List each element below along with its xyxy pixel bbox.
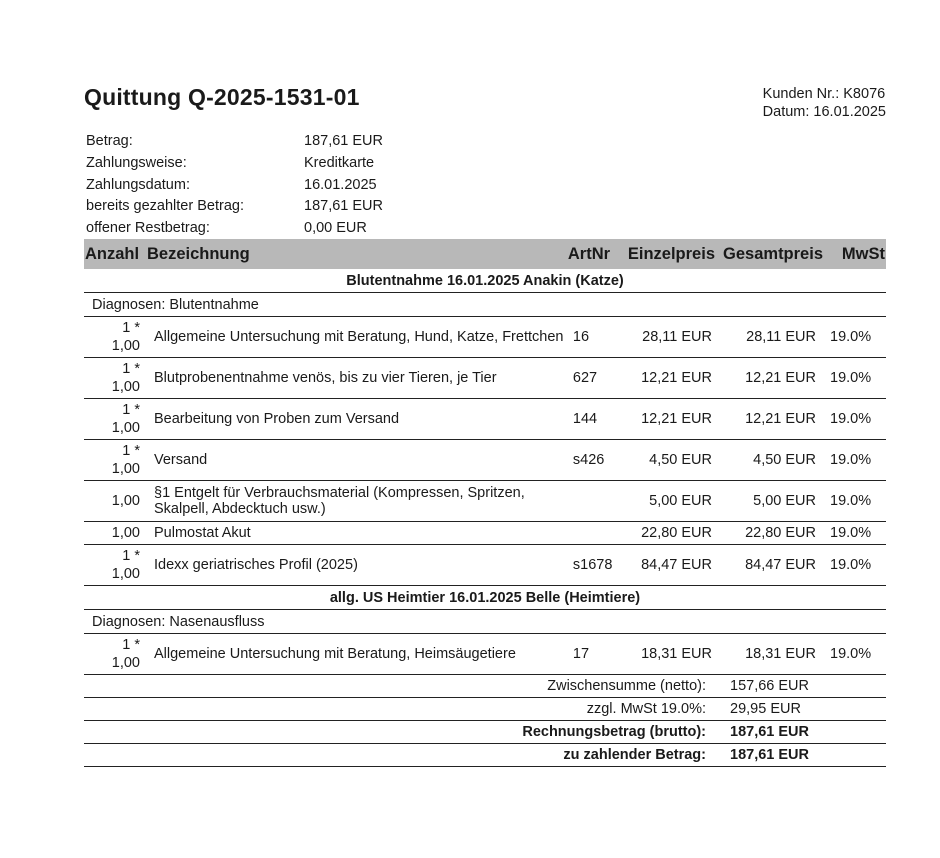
- totals-row: [84, 698, 886, 721]
- qty-cell: [84, 522, 146, 545]
- item-total-price: 4,50 EUR: [716, 440, 824, 481]
- totals-label: Rechnungsbetrag (brutto):: [84, 721, 716, 744]
- summary-value: 187,61 EUR: [304, 198, 383, 215]
- summary-value: 0,00 EUR: [304, 220, 367, 237]
- diagnosis-text: Diagnosen: Nasenausfluss: [84, 610, 886, 634]
- col-header-bezeichnung: Bezeichnung: [146, 239, 567, 269]
- qty-value: 1,00: [111, 493, 140, 509]
- section-header-row: [84, 586, 886, 610]
- item-artnr: 144: [567, 399, 627, 440]
- table-row: [84, 399, 886, 440]
- qty-cell: [84, 358, 146, 399]
- item-artnr: 17: [567, 634, 627, 675]
- summary-value: 187,61 EUR: [304, 133, 383, 149]
- item-vat: 19.0%: [824, 317, 886, 358]
- item-description: Bearbeitung von Proben zum Versand: [146, 399, 567, 440]
- section-header-row: [84, 269, 886, 293]
- item-unit-price: 4,50 EUR: [627, 440, 716, 481]
- receipt-title: Quittung Q-2025-1531-01: [84, 84, 360, 110]
- item-vat: 19.0%: [824, 522, 886, 545]
- line-items-table: [84, 239, 886, 767]
- totals-label: zzgl. MwSt 19.0%:: [84, 698, 716, 721]
- qty-multiplier: 1 *: [122, 548, 140, 564]
- qty-value: 1,00: [111, 655, 140, 671]
- col-header-anzahl: Anzahl: [84, 239, 146, 269]
- totals-label: zu zahlender Betrag:: [84, 744, 716, 767]
- item-vat: 19.0%: [824, 358, 886, 399]
- table-row: [84, 634, 886, 675]
- qty-value: 1,00: [111, 461, 140, 477]
- item-unit-price: 12,21 EUR: [627, 399, 716, 440]
- table-row: [84, 440, 886, 481]
- qty-multiplier: 1 *: [122, 402, 140, 418]
- table-row: [84, 317, 886, 358]
- col-header-mwst: MwSt: [824, 239, 886, 269]
- item-description: §1 Entgelt für Verbrauchsmaterial (Kompressen, Spritzen, Skalpell, Abdecktuch usw.): [146, 481, 567, 522]
- item-total-price: 22,80 EUR: [716, 522, 824, 545]
- totals-row: [84, 675, 886, 698]
- qty-value: 1,00: [111, 525, 140, 541]
- qty-multiplier: 1 *: [122, 320, 140, 336]
- col-header-einzelpreis: Einzelpreis: [627, 239, 716, 269]
- qty-multiplier: 1 *: [122, 637, 140, 653]
- totals-value: 187,61 EUR: [716, 721, 886, 744]
- totals-row: [84, 721, 886, 744]
- item-artnr: s1678: [567, 545, 627, 586]
- item-total-price: 12,21 EUR: [716, 358, 824, 399]
- summary-label: bereits gezahlter Betrag:: [86, 198, 244, 215]
- totals-row: [84, 744, 886, 767]
- summary-row: [86, 218, 383, 240]
- item-description: Idexx geriatrisches Profil (2025): [146, 545, 567, 586]
- summary-label: Betrag:: [86, 133, 133, 149]
- item-artnr: s426: [567, 440, 627, 481]
- summary-label: Zahlungsdatum:: [86, 176, 190, 193]
- summary-row: [86, 153, 383, 175]
- qty-cell: [84, 545, 146, 586]
- item-total-price: 5,00 EUR: [716, 481, 824, 522]
- item-vat: 19.0%: [824, 399, 886, 440]
- qty-value: 1,00: [111, 379, 140, 395]
- table-row: [84, 358, 886, 399]
- section-title: allg. US Heimtier 16.01.2025 Belle (Heimtiere): [84, 586, 886, 610]
- item-total-price: 18,31 EUR: [716, 634, 824, 675]
- item-unit-price: 18,31 EUR: [627, 634, 716, 675]
- totals-value: 187,61 EUR: [716, 744, 886, 767]
- col-header-artnr: ArtNr: [567, 239, 627, 269]
- item-total-price: 12,21 EUR: [716, 399, 824, 440]
- item-description: Versand: [146, 440, 567, 481]
- summary-row: [86, 175, 383, 197]
- item-unit-price: 84,47 EUR: [627, 545, 716, 586]
- item-vat: 19.0%: [824, 545, 886, 586]
- totals-label: Zwischensumme (netto):: [84, 675, 716, 698]
- receipt-date: Datum: 16.01.2025: [762, 104, 886, 120]
- item-unit-price: 12,21 EUR: [627, 358, 716, 399]
- table-row: [84, 481, 886, 522]
- item-total-price: 28,11 EUR: [716, 317, 824, 358]
- item-total-price: 84,47 EUR: [716, 545, 824, 586]
- table-body: [84, 269, 886, 767]
- summary-value: 16.01.2025: [304, 176, 377, 193]
- customer-info: [763, 85, 886, 121]
- qty-multiplier: 1 *: [122, 361, 140, 377]
- item-description: Allgemeine Untersuchung mit Beratung, Hund, Katze, Frettchen: [146, 317, 567, 358]
- qty-value: 1,00: [111, 420, 140, 436]
- item-unit-price: 28,11 EUR: [627, 317, 716, 358]
- summary-row: [86, 131, 383, 153]
- payment-summary: [86, 131, 383, 240]
- qty-cell: [84, 440, 146, 481]
- diagnosis-row: [84, 610, 886, 634]
- item-vat: 19.0%: [824, 634, 886, 675]
- col-header-gesamtpreis: Gesamtpreis: [716, 239, 824, 269]
- item-artnr: 627: [567, 358, 627, 399]
- table-row: [84, 545, 886, 586]
- qty-value: 1,00: [111, 566, 140, 582]
- totals-value: 29,95 EUR: [716, 698, 886, 721]
- table-header-row: [84, 239, 886, 269]
- section-title: Blutentnahme 16.01.2025 Anakin (Katze): [84, 269, 886, 293]
- table-row: [84, 522, 886, 545]
- item-unit-price: 22,80 EUR: [627, 522, 716, 545]
- summary-row: [86, 196, 383, 218]
- item-description: Blutprobenentnahme venös, bis zu vier Tieren, je Tier: [146, 358, 567, 399]
- item-artnr: [567, 481, 627, 522]
- qty-cell: [84, 317, 146, 358]
- qty-value: 1,00: [111, 338, 140, 354]
- item-description: Allgemeine Untersuchung mit Beratung, Heimsäugetiere: [146, 634, 567, 675]
- diagnosis-text: Diagnosen: Blutentnahme: [84, 293, 886, 317]
- summary-value: Kreditkarte: [304, 154, 375, 171]
- qty-multiplier: 1 *: [122, 443, 140, 459]
- qty-cell: [84, 399, 146, 440]
- qty-cell: [84, 481, 146, 522]
- summary-label: offener Restbetrag:: [86, 220, 210, 237]
- item-artnr: [567, 522, 627, 545]
- item-unit-price: 5,00 EUR: [627, 481, 716, 522]
- diagnosis-row: [84, 293, 886, 317]
- customer-number: Kunden Nr.: K8076: [762, 86, 886, 102]
- totals-value: 157,66 EUR: [716, 675, 886, 698]
- item-vat: 19.0%: [824, 440, 886, 481]
- item-description: Pulmostat Akut: [146, 522, 567, 545]
- item-artnr: 16: [567, 317, 627, 358]
- item-vat: 19.0%: [824, 481, 886, 522]
- summary-label: Zahlungsweise:: [86, 154, 187, 171]
- qty-cell: [84, 634, 146, 675]
